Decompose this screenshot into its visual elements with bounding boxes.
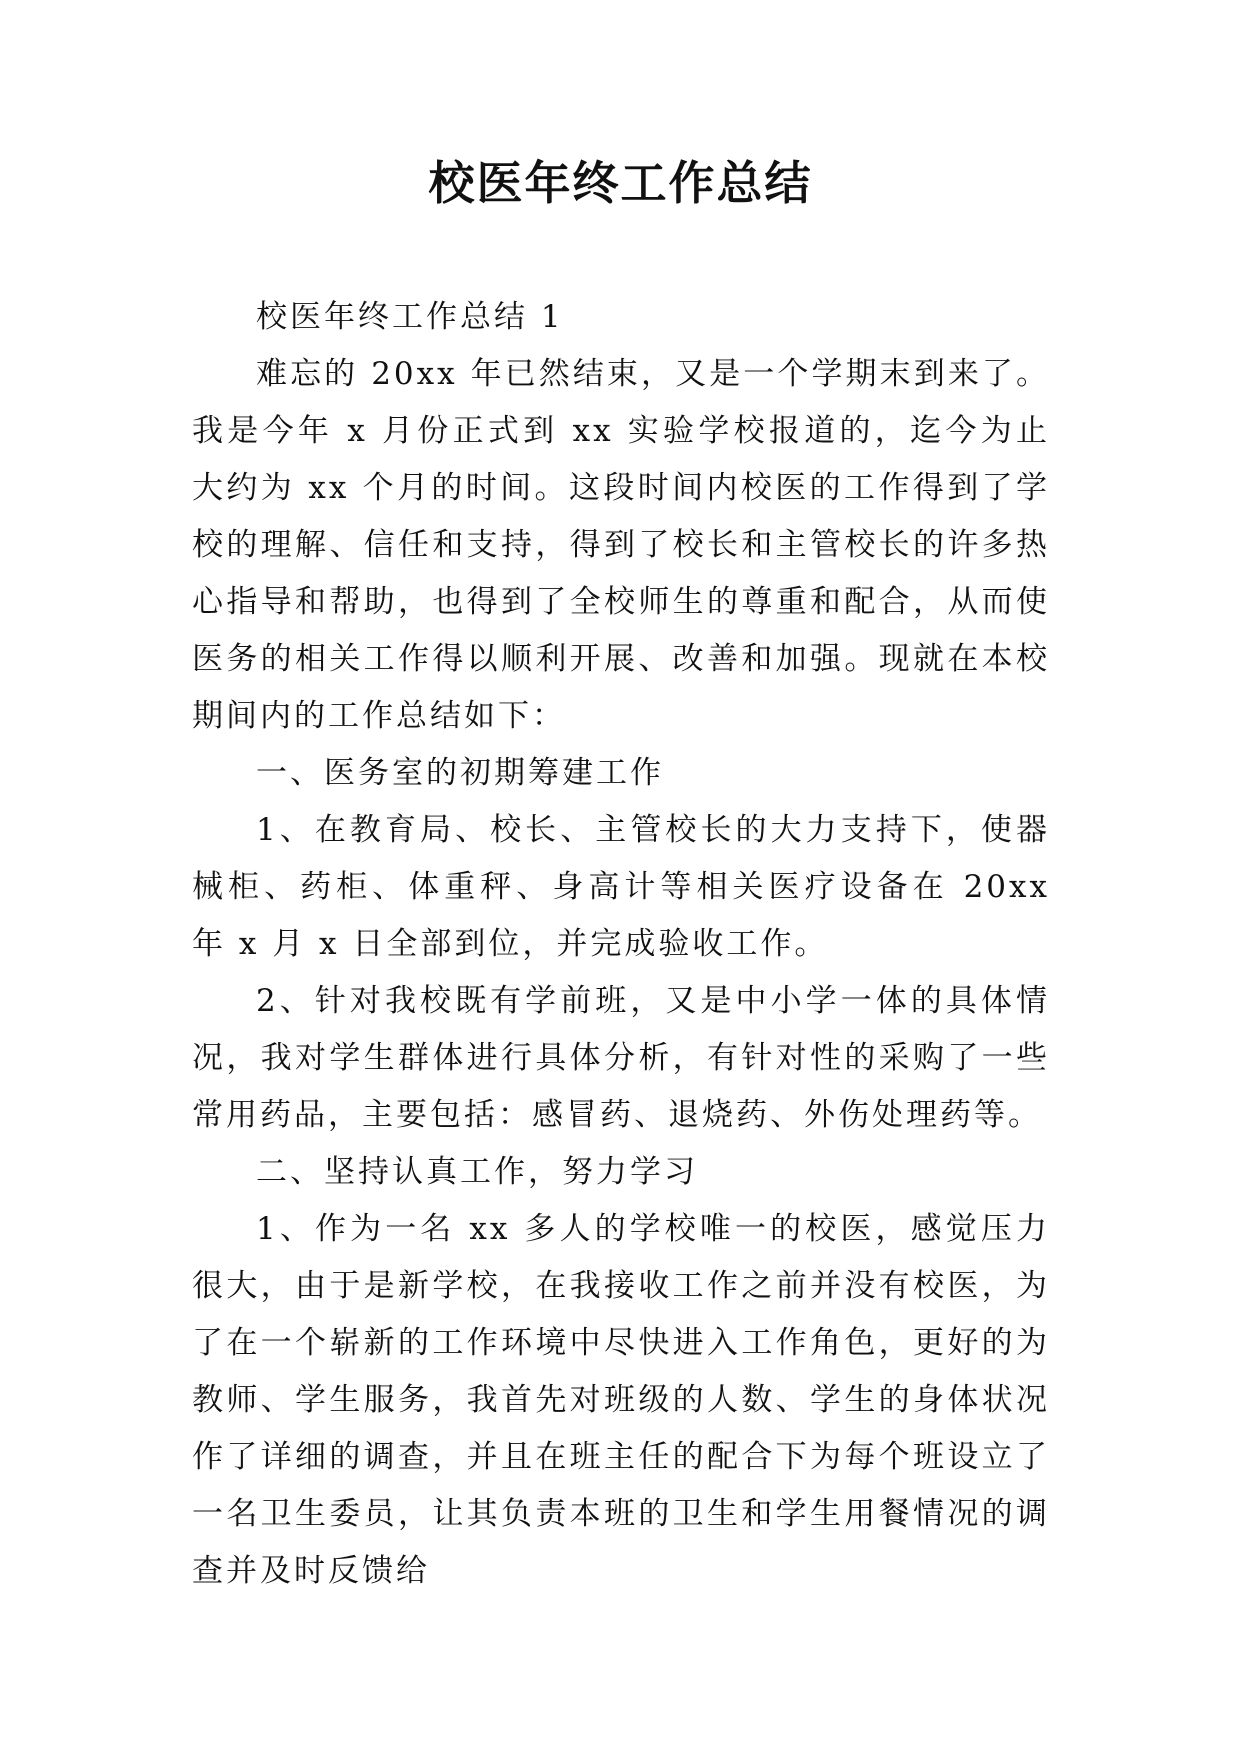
section-heading: 二、坚持认真工作，努力学习: [256, 1154, 698, 1190]
section-heading: 校医年终工作总结 1: [256, 299, 564, 335]
paragraph: 1、作为一名 xx 多人的学校唯一的校医，感觉压力很大，由于是新学校，在我接收工作之前并没有校医，为了在一个崭新的工作环境中尽快进入工作角色，更好的为教师、学生服务，我首先对班级的人数、学生的身体状况作了详细的调查，并且在班主任的配合下为每个班设立了一名卫生委员，让其负责本班的卫生和学生用餐情况的调查并及时反馈给: [192, 1211, 1050, 1589]
document-title: 校医年终工作总结: [428, 156, 813, 210]
paragraph: 难忘的 20xx 年已然结束，又是一个学期末到来了。我是今年 x 月份正式到 xx 实验学校报道的，迄今为止大约为 xx 个月的时间。这段时间内校医的工作得到了学校的理解、信任和支持，得到了校长和主管校长的许多热心指导和帮助，也得到了全校师生的尊重和配合，从而使医务的相关工作得以顺利开展、改善和加强。现就在本校期间内的工作总结如下：: [192, 356, 1050, 734]
paragraph: 2、针对我校既有学前班，又是中小学一体的具体情况，我对学生群体进行具体分析，有针对性的采购了一些常用药品，主要包括：感冒药、退烧药、外伤处理药等。: [192, 983, 1050, 1133]
document-body: [192, 289, 1050, 1600]
paragraph: 1、在教育局、校长、主管校长的大力支持下，使器械柜、药柜、体重秤、身高计等相关医疗设备在 20xx 年 x 月 x 日全部到位，并完成验收工作。: [192, 812, 1050, 962]
section-heading: 一、医务室的初期筹建工作: [256, 755, 664, 791]
